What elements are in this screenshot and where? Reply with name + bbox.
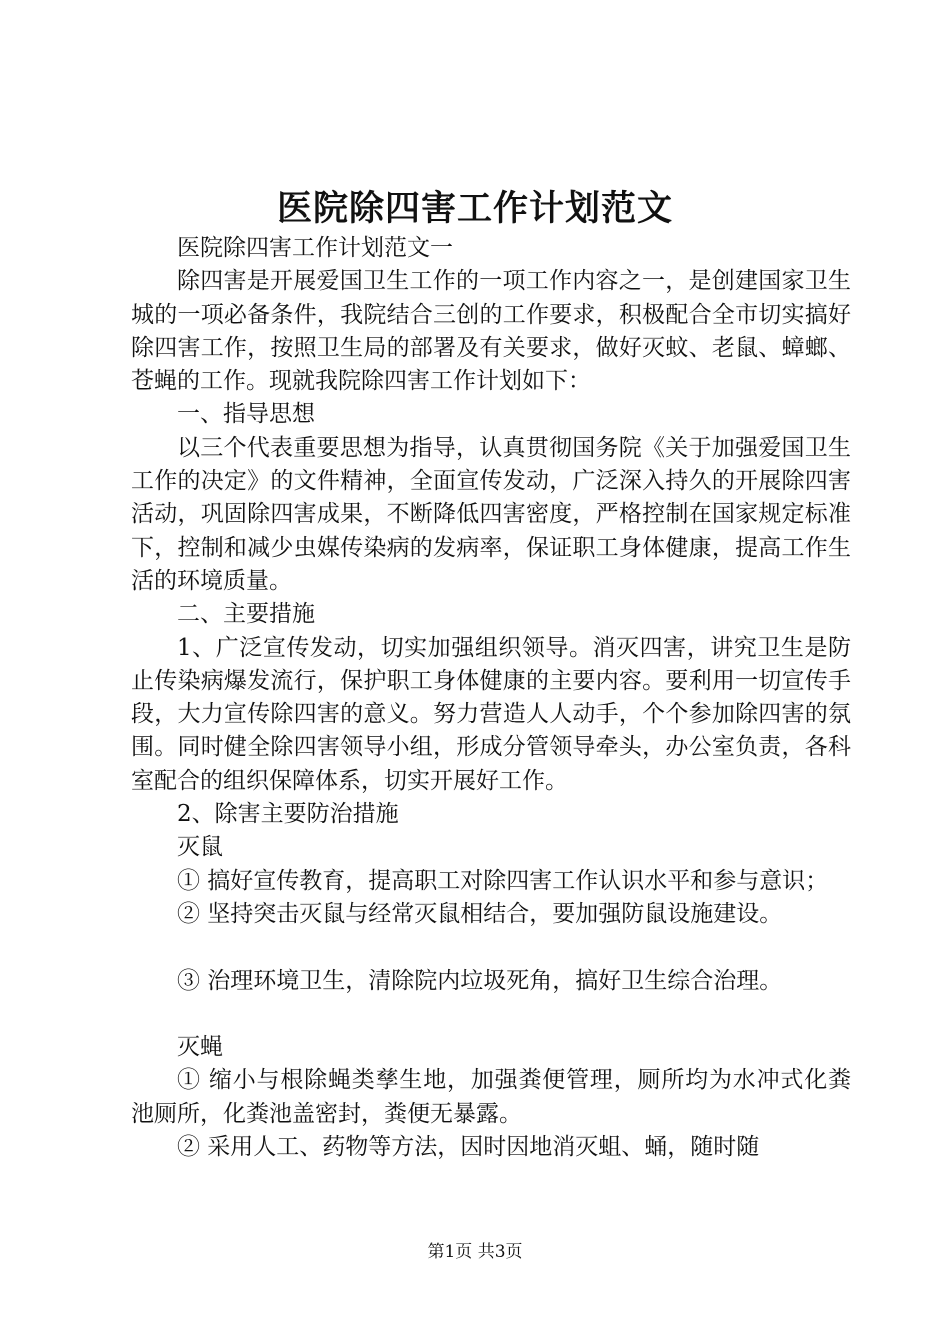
- blank-line: [131, 998, 851, 1031]
- paragraph-guiding-thought: 以三个代表重要思想为指导，认真贯彻国务院《关于加强爱国卫生工作的决定》的文件精神，全面宣传发动，广泛深入持久的开展除四害活动，巩固除四害成果，不断降低四害密度，严格控制在国家规定标准下，控制和减少虫媒传染病的发病率，保证职工身体健康，提高工作生活的环境质量。: [131, 434, 851, 594]
- list-item-rodent-2: ② 坚持突击灭鼠与经常灭鼠相结合，要加强防鼠设施建设。: [177, 900, 783, 927]
- heading-rodent-control: 灭鼠: [177, 834, 223, 861]
- list-item-rodent-3: ③ 治理环境卫生，清除院内垃圾死角，搞好卫生综合治理。: [177, 967, 783, 994]
- paragraph-intro: 除四害是开展爱国卫生工作的一项工作内容之一，是创建国家卫生城的一项必备条件，我院结合三创的工作要求，积极配合全市切实搞好除四害工作，按照卫生局的部署及有关要求，做好灭蚊、老鼠、蟑螂、苍蝇的工作。现就我院除四害工作计划如下：: [131, 268, 851, 395]
- paragraph-measure-1: 1、广泛宣传发动，切实加强组织领导。消灭四害，讲究卫生是防止传染病爆发流行，保护职工身体健康的主要内容。要利用一切宣传手段，大力宣传除四害的意义。努力营造人人动手，个个参加除四害的氛围。同时健全除四害领导小组，形成分管领导牵头，办公室负责，各科室配合的组织保障体系，切实开展好工作。: [131, 634, 851, 794]
- heading-guiding-thought: 一、指导思想: [177, 401, 315, 428]
- list-item-fly-1: ① 缩小与根除蝇类孳生地，加强粪便管理，厕所均为水冲式化粪池厕所，化粪池盖密封，粪便无暴露。: [131, 1067, 851, 1127]
- heading-measure-2: 2、除害主要防治措施: [177, 801, 399, 828]
- blank-line: [131, 931, 851, 964]
- heading-main-measures: 二、主要措施: [177, 601, 315, 628]
- document-body: [131, 232, 851, 1164]
- paragraph-subtitle: 医院除四害工作计划范文一: [177, 235, 453, 261]
- document-title: 医院除四害工作计划范文: [276, 188, 673, 229]
- page-number-footer: 第1页 共3页: [427, 1242, 523, 1262]
- list-item-rodent-1: ① 搞好宣传教育，提高职工对除四害工作认识水平和参与意识；: [177, 867, 829, 894]
- heading-fly-control: 灭蝇: [177, 1034, 223, 1061]
- list-item-fly-2: ② 采用人工、药物等方法，因时因地消灭蛆、蛹，随时随: [177, 1134, 760, 1161]
